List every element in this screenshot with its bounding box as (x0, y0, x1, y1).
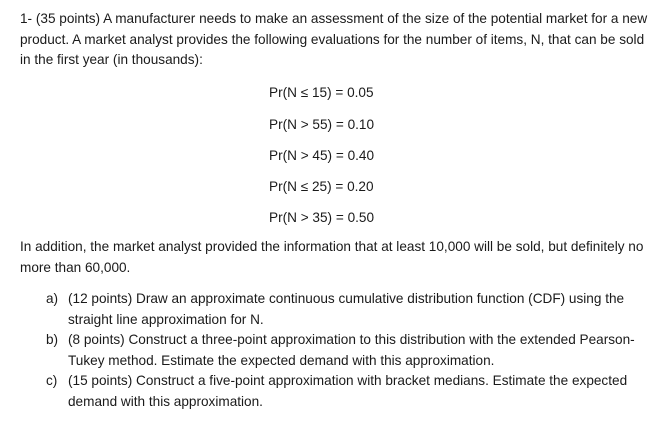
part-marker: a) (46, 291, 59, 306)
question-part (46, 371, 646, 412)
part-marker: b) (46, 332, 59, 347)
question-part (46, 289, 646, 330)
part-text: (8 points) Construct a three-point approximation to this distribution with the extended Pearson-Tukey method. Estimate the expected demand with this approximation. (68, 332, 635, 368)
part-text: (12 points) Draw an approximate continuous cumulative distribution function (CDF) using the straight line approximation for N. (68, 291, 625, 327)
question-parts-list (46, 289, 646, 412)
evaluation-formula: Pr(N ≤ 15) = 0.05 (269, 85, 374, 100)
evaluation-formula: Pr(N > 55) = 0.10 (269, 117, 375, 132)
evaluation-formula: Pr(N > 45) = 0.40 (269, 148, 375, 163)
part-text: (15 points) Construct a five-point approximation with bracket medians. Estimate the expected demand with this approximation. (68, 373, 628, 409)
evaluation-formula: Pr(N ≤ 25) = 0.20 (269, 179, 374, 194)
evaluation-formula: Pr(N > 35) = 0.50 (269, 210, 375, 225)
part-marker: c) (46, 373, 58, 388)
question-part (46, 330, 646, 371)
problem-intro: 1- (35 points) A manufacturer needs to make an assessment of the size of the potential market for a new product. A market analyst provides the following evaluations for the number of items, N, that can be sold in the first year (in thousands): (20, 11, 648, 67)
additional-info: In addition, the market analyst provided the information that at least 10,000 will be sold, but definitely no more than 60,000. (20, 239, 644, 275)
